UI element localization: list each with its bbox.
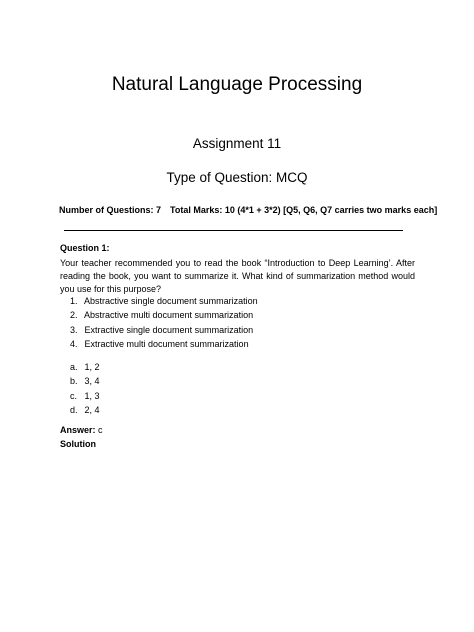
answer-choice <box>70 376 100 390</box>
answer-choice <box>70 405 100 419</box>
option-label: Extractive multi document summarization <box>84 338 249 349</box>
choice-letter: a. <box>70 362 78 372</box>
choice-label: 2, 4 <box>84 404 100 415</box>
answer-label: Answer: <box>60 425 96 435</box>
assignment-number: Assignment 11 <box>192 136 282 151</box>
option-item <box>70 310 258 324</box>
solution-label: Solution <box>60 439 96 449</box>
option-label: Extractive single document summarization <box>84 324 254 335</box>
option-number: 3. <box>70 324 78 335</box>
option-item <box>70 325 258 339</box>
answer-value: c <box>98 425 103 435</box>
choice-letter: b. <box>70 376 78 387</box>
answer-choice <box>70 362 100 376</box>
choice-label: 1, 2 <box>84 362 100 372</box>
number-of-questions: Number of Questions: 7 <box>59 205 162 215</box>
question-heading: Question 1: <box>60 243 110 253</box>
option-number: 4. <box>70 338 78 349</box>
option-item <box>70 339 258 353</box>
document-title: Natural Language Processing <box>111 74 363 95</box>
choice-label: 1, 3 <box>84 390 100 401</box>
choice-label: 3, 4 <box>84 376 100 387</box>
choice-letter: d. <box>70 404 78 415</box>
option-number: 1. <box>70 296 78 306</box>
answer-line <box>60 425 103 435</box>
option-number: 2. <box>70 310 78 321</box>
choice-letter: c. <box>70 390 78 401</box>
horizontal-divider <box>64 230 403 231</box>
answer-choice <box>70 391 100 405</box>
question-type: Type of Question: MCQ <box>166 170 308 185</box>
option-label: Abstractive multi document summarization <box>84 310 254 321</box>
total-marks: Total Marks: 10 (4*1 + 3*2) [Q5, Q6, Q7 carries two marks each] <box>170 205 438 215</box>
option-label: Abstractive single document summarization <box>84 296 258 306</box>
question-text: Your teacher recommended you to read the book “Introduction to Deep Learning’. After reading the book, you want to summarize it. What kind of summarization method would you use for this purpose? <box>60 258 415 294</box>
answer-choice-list <box>70 362 100 419</box>
option-list <box>70 296 258 353</box>
option-item <box>70 296 258 310</box>
